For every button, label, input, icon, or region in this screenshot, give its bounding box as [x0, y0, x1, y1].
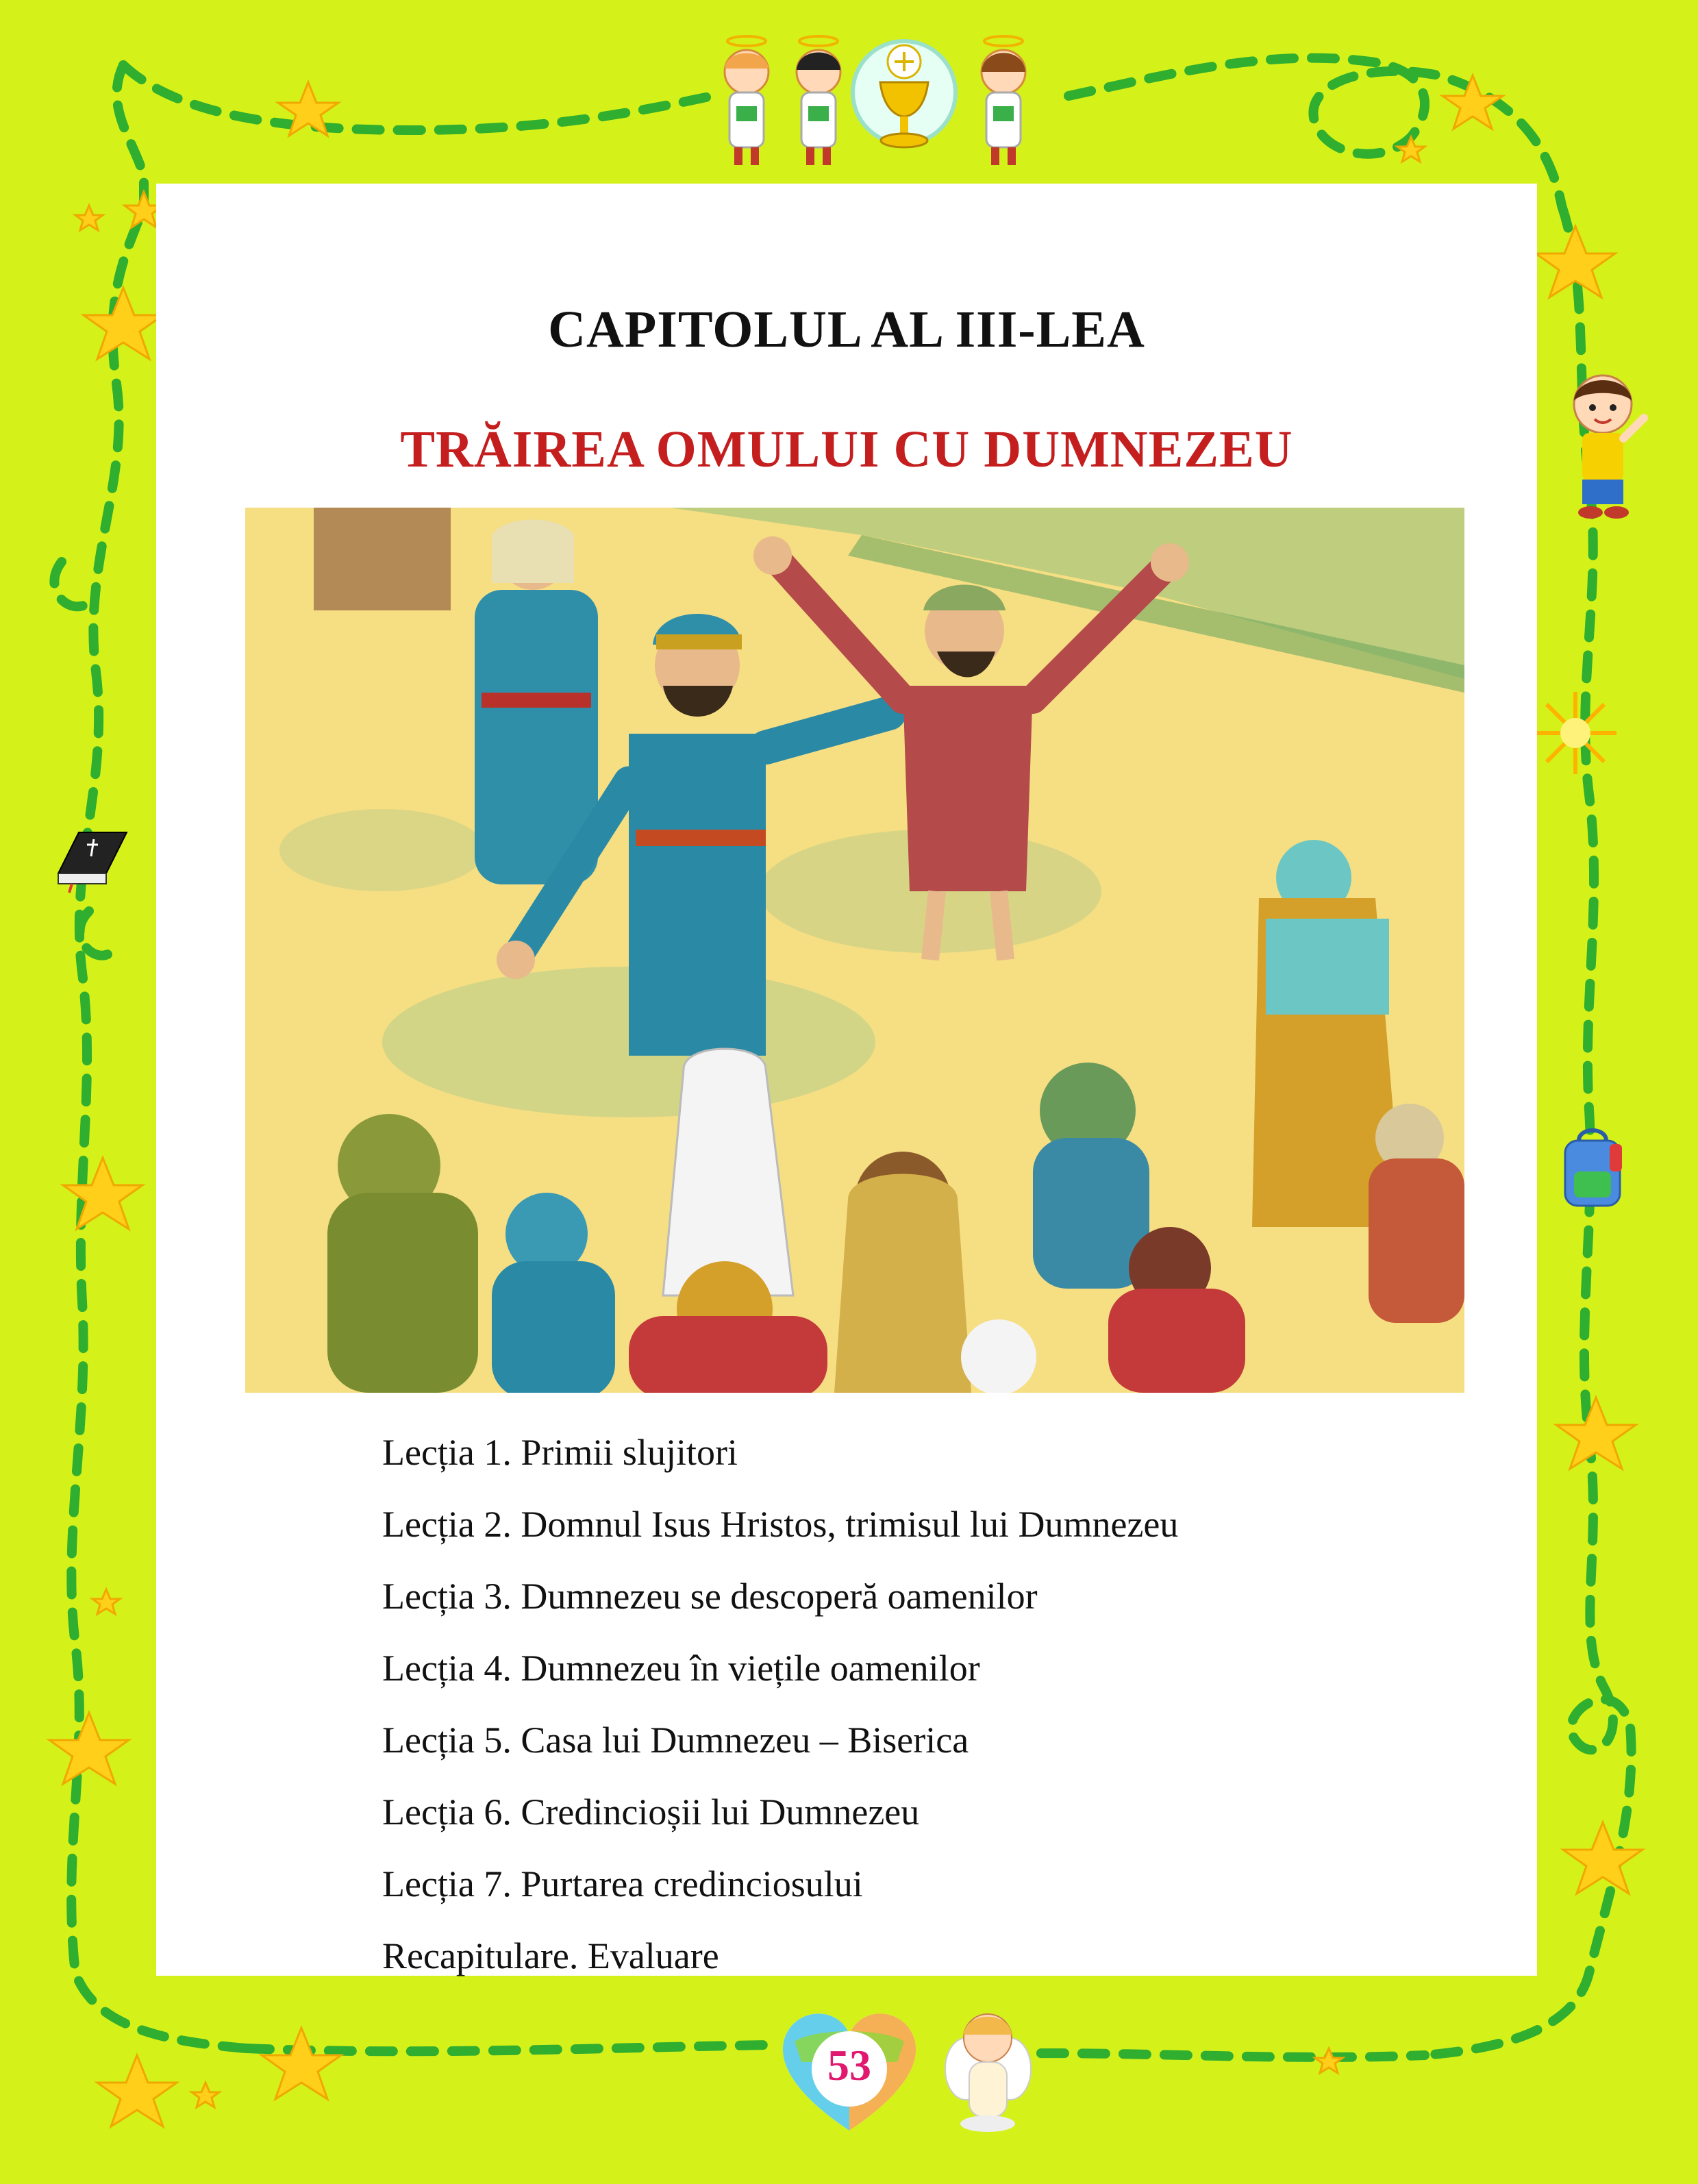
page-number: 53 — [827, 2041, 871, 2089]
content-panel — [156, 184, 1537, 1976]
page-number-badge — [774, 2000, 925, 2137]
waving-boy-icon — [1555, 370, 1651, 528]
lesson-item: Lecția 3. Dumnezeu se descoperă oamenilor — [382, 1576, 1038, 1617]
backpack-icon — [1555, 1124, 1630, 1213]
angel-icon — [725, 36, 769, 165]
bible-icon — [51, 819, 134, 894]
lesson-item: Lecția 2. Domnul Isus Hristos, trimisul lui Dumnezeu — [382, 1504, 1179, 1545]
lesson-item: Lecția 1. Primii slujitori — [382, 1432, 738, 1473]
lesson-item: Lecția 7. Purtarea credinciosului — [382, 1863, 863, 1904]
lesson-item: Lecția 4. Dumnezeu în viețile oamenilor — [382, 1648, 980, 1689]
chalice-icon — [853, 41, 956, 147]
angel-icon — [797, 36, 840, 165]
angels-and-chalice-decoration — [706, 21, 1069, 178]
recap-item: Recapitulare. Evaluare — [382, 1935, 719, 1976]
angel-icon — [982, 36, 1025, 165]
lesson-list — [382, 1417, 1478, 1992]
praying-angel-icon — [938, 2007, 1034, 2137]
lesson-item: Lecția 6. Credincioșii lui Dumnezeu — [382, 1791, 920, 1833]
lesson-item: Lecția 5. Casa lui Dumnezeu – Biserica — [382, 1720, 969, 1761]
chapter-illustration — [245, 508, 1464, 1393]
chapter-heading: CAPITOLUL AL III-LEA — [548, 301, 1145, 358]
chapter-title: TRĂIREA OMULUI CU DUMNEZEU — [400, 421, 1293, 478]
